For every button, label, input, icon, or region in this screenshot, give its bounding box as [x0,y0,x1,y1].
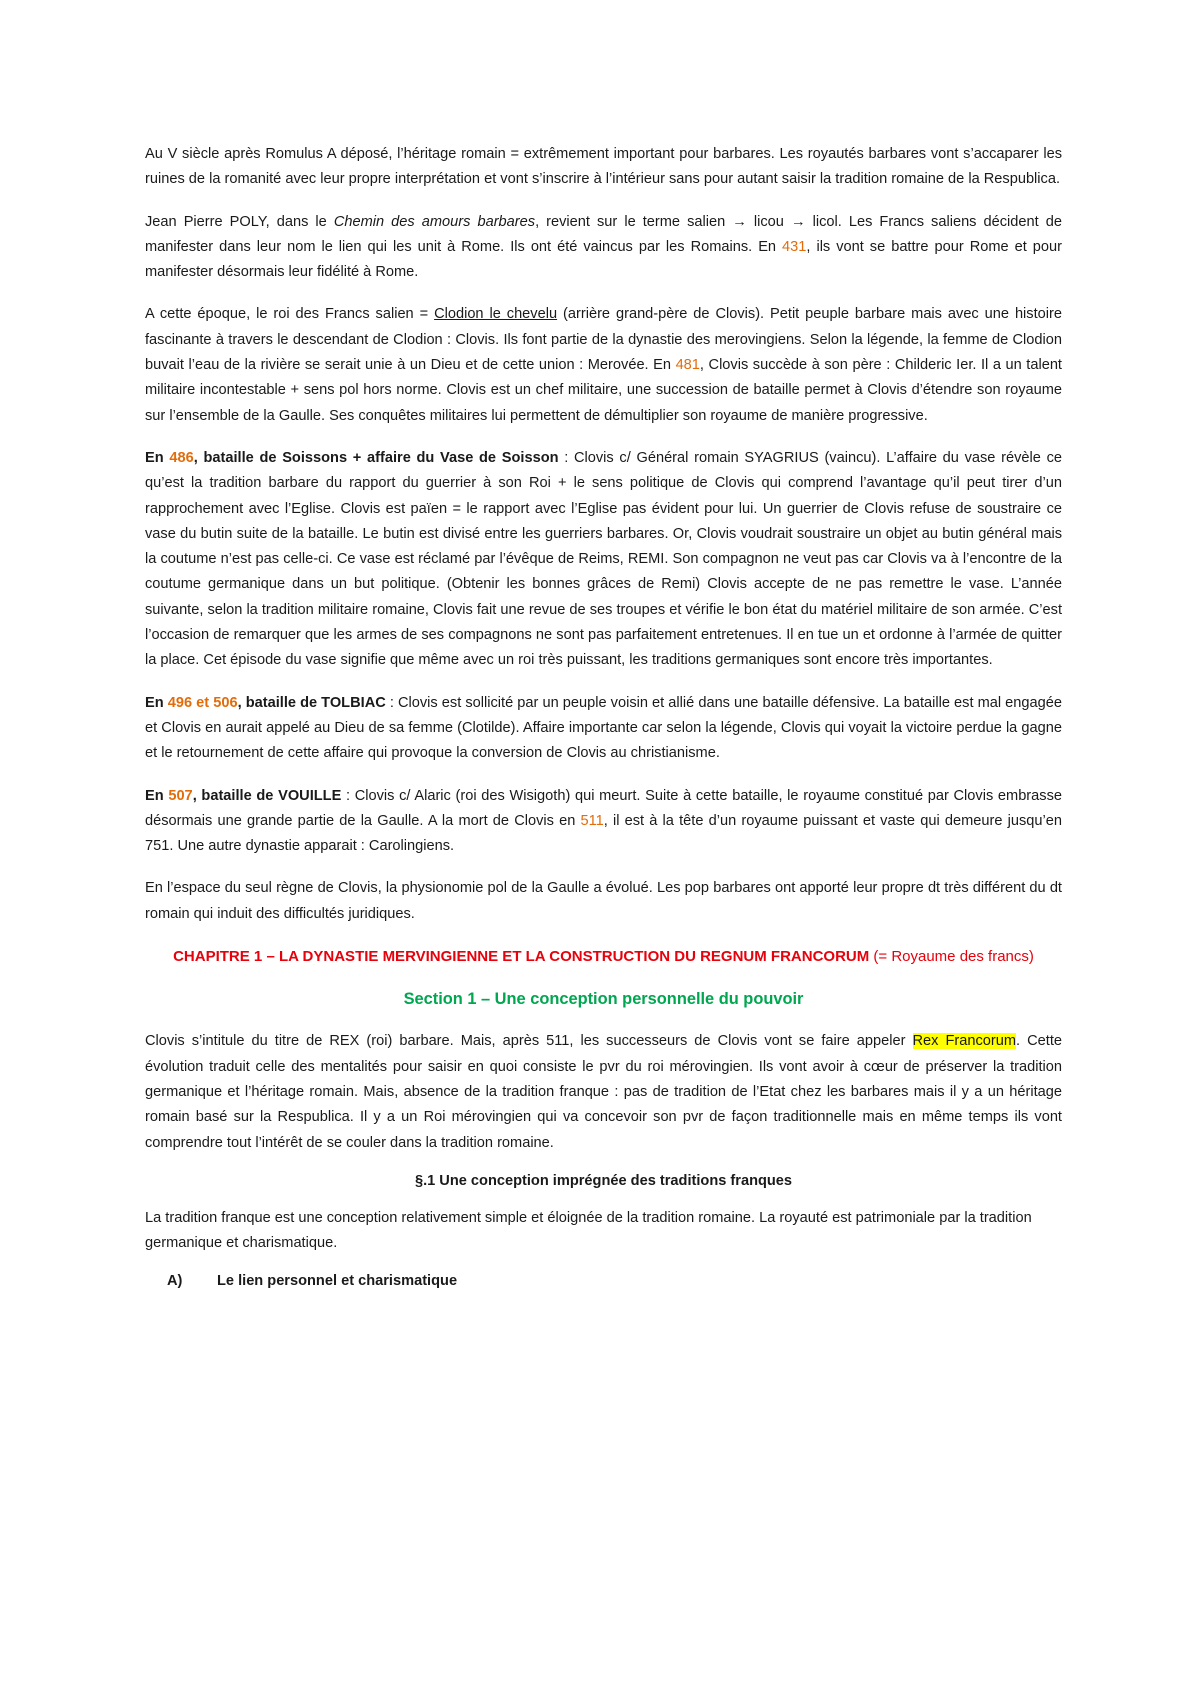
paragraph-intro: Au V siècle après Romulus A déposé, l’héritage romain = extrêmement important pour barbares. Les royautés barbares vont s’accaparer les ruines de la romanité avec leur propre interprétation et vont s’inscrire à l’intérieur sans pour autant saisir la tradition romaine de la Respublica. [145,146,1062,188]
text-run: , il est à la tête d’un royaume puissant et vaste qui demeure jusqu’en 751. Une autre dynastie apparait : Carolingiens. [145,812,1062,855]
paragraph-clodion [145,302,1062,428]
paragraph-poly [145,210,1062,286]
paragraph-soissons [145,446,1062,674]
text-run: A cette époque, le roi des Francs salien = [145,306,435,323]
book-title: Chemin des amours barbares [333,213,536,230]
text-run: Clovis s’intitule du titre de REX (roi) barbare. Mais, après 511, les successeurs de Clovis vont se faire appeler [145,1033,913,1050]
year-481: 481 [675,357,700,374]
paragraph-heading: §.1 Une conception imprégnée des traditions franques [414,1172,793,1189]
text-run: , ils vont se battre pour Rome et pour manifester désormais leur fidélité à Rome. [145,238,1062,281]
highlighted-term: Rex Francorum [912,1033,1017,1050]
year-431: 431 [782,238,807,255]
paragraph-tradition: La tradition franque est une conception relativement simple et éloignée de la tradition romaine. La royauté est patrimoniale par la tradition germanique et charismatique. [145,1209,1032,1252]
paragraph-vouille [145,784,1062,860]
text-run: En [145,694,168,711]
paragraph-tolbiac [145,691,1062,767]
battle-title: , bataille de VOUILLE [192,787,342,804]
year-486: 486 [169,449,194,466]
subheading-letter: A) [167,1273,183,1290]
paragraph-physionomie: En l’espace du seul règne de Clovis, la physionomie pol de la Gaulle a évolué. Les pop barbares ont apporté leur propre dt très différent du dt romain qui induit des difficultés juridiques. [145,880,1062,922]
text-run: En [145,787,169,804]
text-run: . Cette évolution traduit celle des mentalités pour saisir en quoi consiste le pvr du roi mérovingien. Ils vont avoir à cœur de préserver la tradition germanique et l’héritage romain. Mais, absence de la tradition franque : pas de tradition de l’Etat chez les barbares mais il y a un héritage romain basé sur la Respublica. Il y a un Roi mérovingien qui va concevoir son pvr de façon traditionnelle mais en même temps ils vont comprendre tout l’intérêt de se couler dans la tradition romaine. [145,1033,1062,1151]
year-511: 511 [580,812,604,829]
text-run: : Clovis c/ Général romain SYAGRIUS (vaincu). L’affaire du vase révèle ce qu’est la tradition barbare du rapport du guerrier à son Roi + le sens politique de Clovis qui comprend l’avantage qu’il peut tirer d’un rapprochement avec l’Eglise. Clovis est païen = le rapport avec l’Eglise pas évident pour lui. Un guerrier de Clovis refuse de soustraire ce vase du butin suite de la bataille. Le butin est divisé entre les guerriers barbares. Or, Clovis voudrait soustraire un objet au butin général mais la coutume n’est pas celle-ci. Ce vase est réclamé par l’évêque de Reims, REMI. Son compagnon ne veut pas car Clovis va à l’encontre de la coutume germanique dans un but politique. (Obtenir les bonnes grâces de Remi) Clovis accepte de ne pas remettre le vase. L’année suivante, selon la tradition militaire romaine, Clovis fait une revue de ses troupes et vérifie le bon état du matériel militaire de son armée. C’est l’occasion de remarquer que les armes de ses compagnons ne sont pas parfaitement entretenues. Il en tue un et ordonne à l’armée de quitter la place. Cet épisode du vase signifie que même avec un roi très puissant, les traditions germaniques sont encore très importantes. [145,449,1062,669]
chapter-note: (= Royaume des francs) [869,948,1034,966]
document-body [145,142,1062,1289]
text-run: (arrière grand-père de Clovis). Petit peuple barbare mais avec une histoire fascinante à travers le descendant de Clodion : Clovis. Ils font partie de la dynastie des merovingiens. Selon la légende, la femme de Clodion buvait l’eau de la rivière se serait unie à un Dieu et de cette union : Merovée. En [145,306,1062,374]
text-run: , Clovis succède à son père : Childeric Ier. Il a un talent militaire incontestable + sens pol hors norme. Clovis est un chef militaire, une succession de bataille permet à Clovis d’étendre son royaume sur l’ensemble de la Gaulle. Ses conquêtes militaires lui permettent de démultiplier son royaume de manière progressive. [145,357,1062,424]
paragraph-rex [145,1029,1062,1155]
section-heading: Section 1 – Une conception personnelle du pouvoir [403,990,804,1009]
clodion-name: Clodion le chevelu [434,306,558,323]
text-run: Jean Pierre POLY, dans le [145,213,334,230]
text-run: : Clovis est sollicité par un peuple voisin et allié dans une bataille défensive. La bataille est mal engagée et Clovis en aurait appelé au Dieu de sa femme (Clotilde). Affaire importante car selon la légende, Clovis qui voyait la victoire perdue la gagne et le retournement de cette affaire qui provoque la conversion de Clovis au christianisme. [145,694,1063,762]
chapter-title: CHAPITRE 1 – LA DYNASTIE MERVINGIENNE ET LA CONSTRUCTION DU REGNUM FRANCORUM [173,948,870,966]
battle-title: , bataille de TOLBIAC [237,694,386,711]
text-run: En [145,449,170,466]
text-run: : Clovis c/ Alaric (roi des Wisigoth) qui meurt. Suite à cette bataille, le royaume constitué par Clovis embrasse désormais une grande partie de la Gaulle. A la mort de Clovis en [145,787,1062,829]
text-run: , revient sur le terme salien → licou → licol. Les Francs saliens décident de manifester dans leur nom le lien qui les unit à Rome. Ils ont été vaincus par les Romains. En [145,213,1062,255]
year-507: 507 [168,787,193,804]
subheading [145,1273,1062,1289]
year-496-506: 496 et 506 [167,694,238,711]
chapter-heading [145,944,1062,969]
subheading-text: Le lien personnel et charismatique [217,1273,458,1290]
battle-title: , bataille de Soissons + affaire du Vase de Soisson [193,449,559,466]
